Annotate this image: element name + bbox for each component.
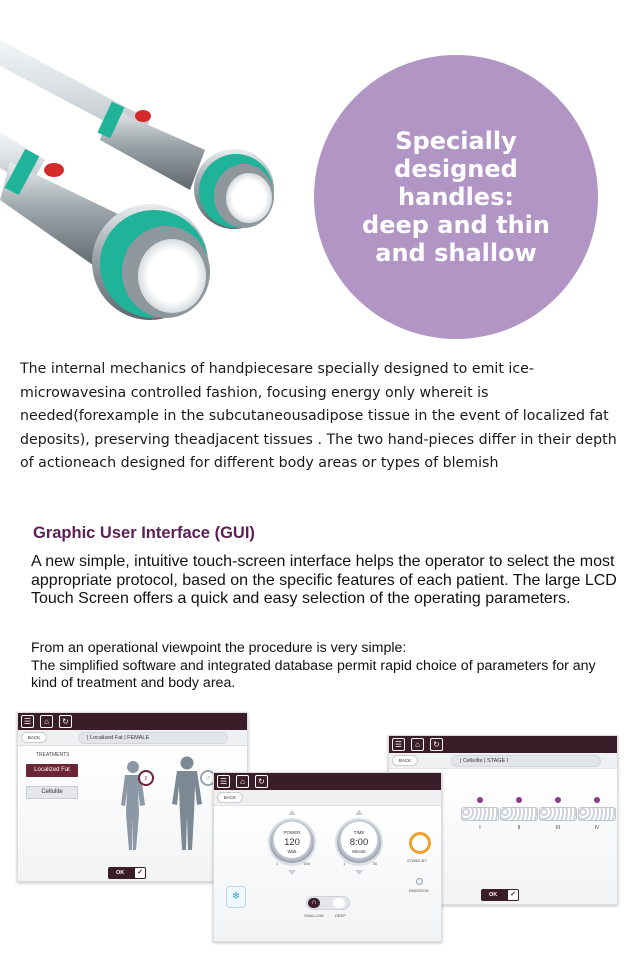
check-icon: ✓	[135, 868, 145, 878]
stage-swatch	[578, 807, 616, 821]
cooling-snowflake-icon[interactable]: ❄	[226, 886, 246, 908]
refresh-icon[interactable]: ↻	[430, 738, 443, 751]
depth-toggle[interactable]	[306, 896, 350, 910]
ok-button[interactable]: OK ✓	[481, 889, 519, 901]
shallow-handle-icon: ∩	[308, 898, 320, 908]
stage-swatch	[500, 807, 538, 821]
stage-dot-icon	[594, 797, 600, 803]
time-knob[interactable]: TIME 8:00 Minute 1 30	[335, 818, 383, 866]
upper-button-icon	[135, 110, 151, 122]
power-value: 120	[284, 837, 300, 848]
stage-dot-icon	[516, 797, 522, 803]
headline-circle	[314, 55, 598, 339]
time-up-arrow-icon[interactable]	[355, 810, 363, 815]
intro-paragraph: The internal mechanics of handpiecesare specially designed to emit ice-microwavesina controlled fashion, focusing energy only whereit is needed(forexample in the subcutaneousadipose tissue in the event of localized fat deposits), preserving theadjacent tissues . The two hand-pieces differ in their depth of actioneach designed for different body areas or types of blemish	[20, 361, 617, 471]
stage-dot-icon	[555, 797, 561, 803]
menu-icon[interactable]: ☰	[217, 775, 230, 788]
time-value: 8:00	[349, 837, 369, 848]
emission-indicator-icon	[416, 878, 423, 885]
treatments-label: TREATMENTS	[36, 752, 70, 758]
gui-heading: Graphic User Interface (GUI)	[33, 524, 255, 542]
headline-text: Specially designed handles: deep and thin and shallow	[362, 127, 550, 267]
top-bar	[214, 773, 441, 790]
lower-button-icon	[44, 163, 64, 177]
time-down-arrow-icon[interactable]	[355, 870, 363, 875]
power-knob[interactable]: POWER 120 Watt 1 160	[268, 818, 316, 866]
sub-bar	[389, 753, 617, 769]
gui-note-line: The simplified software and integrated database permit rapid choice of parameters for any kind of treatment and body area.	[31, 657, 596, 692]
power-down-arrow-icon[interactable]	[288, 870, 296, 875]
shallow-label: SHALLOW	[304, 913, 324, 918]
emission-label: EMISSION	[409, 888, 429, 893]
male-body-icon	[170, 756, 204, 852]
handpieces-illustration	[0, 0, 300, 340]
home-icon[interactable]: ⌂	[411, 738, 424, 751]
breadcrumb: | Localized Fat | FEMALE	[78, 732, 228, 744]
standby-label: STAND-BY	[407, 858, 427, 863]
gui-paragraph: A new simple, intuitive touch-screen interface helps the operator to select the most appropriate protocol, based on the specific features of each patient. The large LCD Touch Screen offers a quick and easy selection of the operating parameters.	[31, 553, 617, 607]
screen-body: I II III IV OK ✓	[389, 769, 617, 904]
menu-icon[interactable]: ☰	[392, 738, 405, 751]
deep-label: DEEP	[335, 913, 346, 918]
menu-icon[interactable]: ☰	[21, 715, 34, 728]
sub-bar	[214, 790, 441, 806]
male-symbol-icon[interactable]: ♂	[200, 770, 216, 786]
power-up-arrow-icon[interactable]	[288, 810, 296, 815]
gui-note	[31, 640, 621, 693]
home-icon[interactable]: ⌂	[40, 715, 53, 728]
refresh-icon[interactable]: ↻	[59, 715, 72, 728]
top-bar	[18, 713, 247, 730]
hero-section	[0, 0, 627, 350]
standby-button[interactable]	[409, 832, 431, 854]
breadcrumb: | Cellulite | STAGE I	[451, 755, 601, 767]
treatment-localized-fat-button[interactable]: Localized Fat	[26, 764, 78, 777]
check-icon: ✓	[508, 890, 518, 900]
home-icon[interactable]: ⌂	[236, 775, 249, 788]
refresh-icon[interactable]: ↻	[255, 775, 268, 788]
stage-dot-icon	[477, 797, 483, 803]
gui-note-line: From an operational viewpoint the procedure is very simple:	[31, 640, 407, 656]
treatment-cellulite-button[interactable]: Cellulite	[26, 786, 78, 799]
deep-handle-icon	[333, 898, 345, 908]
ok-button[interactable]: OK ✓	[108, 867, 146, 879]
female-symbol-icon[interactable]: ♀	[138, 770, 154, 786]
stage-swatch	[539, 807, 577, 821]
back-button[interactable]: BACK	[21, 732, 47, 743]
screen-parameters	[213, 772, 442, 942]
back-button[interactable]: BACK	[392, 755, 418, 766]
screen-body	[214, 806, 441, 941]
stage-swatch	[461, 807, 499, 821]
sub-bar	[18, 730, 247, 746]
top-bar	[389, 736, 617, 753]
back-button[interactable]: BACK	[217, 792, 243, 803]
